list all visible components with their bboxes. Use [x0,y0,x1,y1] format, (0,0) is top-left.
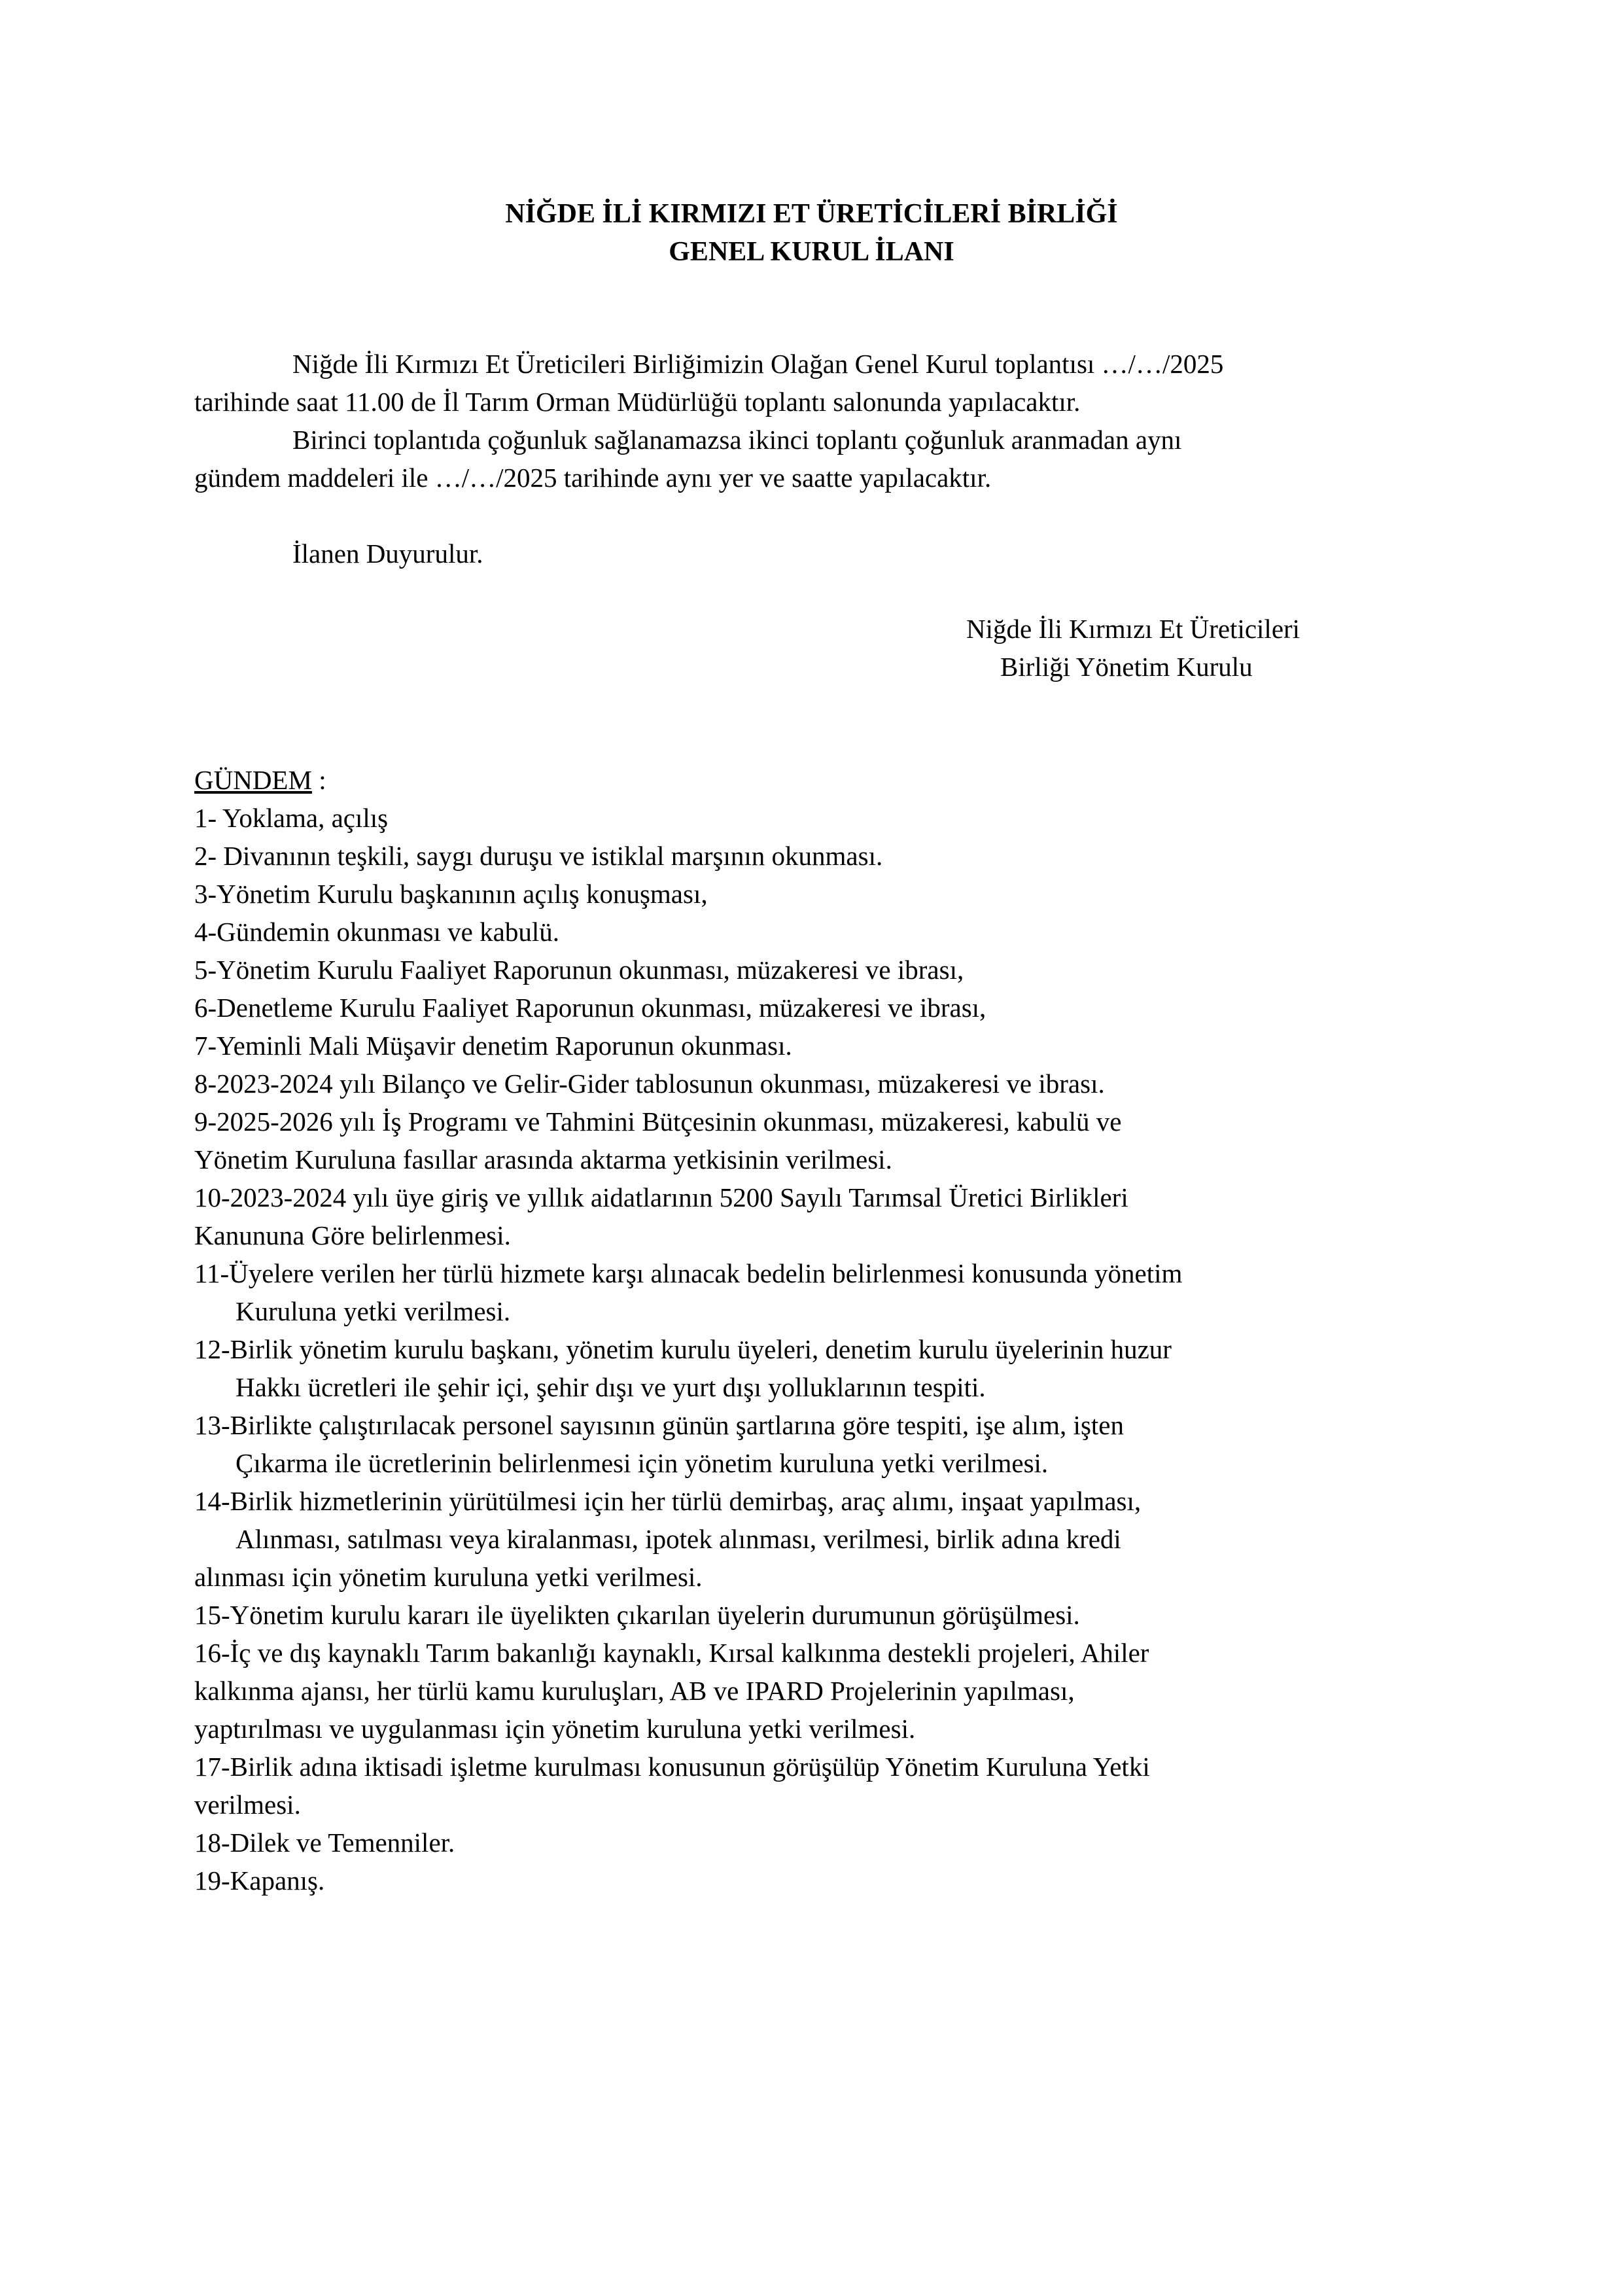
intro-paragraph-2-line-1: Birinci toplantıda çoğunluk sağlanamazsa ikinci toplantı çoğunluk aranmadan aynı [292,425,1182,455]
document-title: NİĞDE İLİ KIRMIZI ET ÜRETİCİLERİ BİRLİĞİ [505,199,1118,229]
agenda-item-2-line-1: 2- Divanının teşkili, saygı duruşu ve istiklal marşının okunması. [194,841,883,871]
agenda-list [194,761,1429,1899]
intro-paragraph-2-line-2: gündem maddeleri ile …/…/2025 tarihinde aynı yer ve saatte yapılacaktır. [194,463,992,493]
agenda-item-16-line-3: yaptırılması ve uygulanması için yönetim kuruluna yetki verilmesi. [194,1714,916,1744]
agenda-item-9 [194,1103,1429,1178]
agenda-item-18 [194,1824,1429,1862]
agenda-heading-label: GÜNDEM [194,765,312,795]
agenda-heading-colon: : [311,765,326,795]
agenda-item-6-line-1: 6-Denetleme Kurulu Faaliyet Raporunun okunması, müzakeresi ve ibrası, [194,993,986,1023]
agenda-item-14 [194,1482,1429,1596]
agenda-item-17-line-2: verilmesi. [194,1790,301,1820]
agenda-item-3 [194,875,1429,913]
agenda-item-12 [194,1330,1429,1406]
agenda-item-10 [194,1178,1429,1254]
agenda-item-3-line-1: 3-Yönetim Kurulu başkanının açılış konuşması, [194,879,708,909]
agenda-item-15-line-1: 15-Yönetim kurulu kararı ile üyelikten çıkarılan üyelerin durumunun görüşülmesi. [194,1600,1080,1630]
agenda-item-13-line-2: Çıkarma ile ücretlerinin belirlenmesi için yönetim kuruluna yetki verilmesi. [236,1448,1049,1478]
agenda-item-14-line-2: Alınması, satılması veya kiralanması, ipotek alınması, verilmesi, birlik adına kredi [236,1524,1121,1554]
signature-line-1: Niğde İli Kırmızı Et Üreticileri [966,614,1300,644]
agenda-item-15 [194,1596,1429,1634]
agenda-item-8-line-1: 8-2023-2024 yılı Bilanço ve Gelir-Gider tablosunun okunması, müzakeresi ve ibrası. [194,1069,1105,1099]
intro-paragraph-2 [194,421,1429,497]
agenda-item-5 [194,951,1429,989]
document-subtitle: GENEL KURUL İLANI [669,237,954,267]
signature-block [966,610,1300,686]
intro-paragraph-1-line-1: Niğde İli Kırmızı Et Üreticileri Birliğimizin Olağan Genel Kurul toplantısı …/…/2025 [292,349,1224,379]
agenda-item-14-line-3: alınması için yönetim kuruluna yetki verilmesi. [194,1562,703,1592]
agenda-item-16-line-1: 16-İç ve dış kaynaklı Tarım bakanlığı kaynaklı, Kırsal kalkınma destekli projeleri, Ahiler [194,1638,1149,1668]
agenda-item-17-line-1: 17-Birlik adına iktisadi işletme kurulması konusunun görüşülüp Yönetim Kuruluna Yetki [194,1752,1150,1782]
intro-paragraph-1 [194,345,1429,421]
agenda-item-16 [194,1634,1429,1748]
agenda-item-7-line-1: 7-Yeminli Mali Müşavir denetim Raporunun okunması. [194,1031,792,1061]
agenda-item-6 [194,989,1429,1027]
agenda-item-13 [194,1406,1429,1482]
agenda-item-11-line-2: Kuruluna yetki verilmesi. [236,1296,511,1326]
signature-line-2: Birliği Yönetim Kurulu [1000,652,1253,682]
agenda-item-16-line-2: kalkınma ajansı, her türlü kamu kuruluşları, AB ve IPARD Projelerinin yapılması, [194,1676,1075,1706]
agenda-item-14-line-1: 14-Birlik hizmetlerinin yürütülmesi için her türlü demirbaş, araç alımı, inşaat yapılması, [194,1486,1142,1516]
agenda-item-1-line-1: 1- Yoklama, açılış [194,803,389,833]
agenda-item-19-line-1: 19-Kapanış. [194,1865,325,1896]
agenda-item-11 [194,1254,1429,1330]
agenda-item-9-line-1: 9-2025-2026 yılı İş Programı ve Tahmini Bütçesinin okunması, müzakeresi, kabulü ve [194,1106,1122,1137]
agenda-item-4-line-1: 4-Gündemin okunması ve kabulü. [194,917,559,947]
agenda-item-1 [194,799,1429,837]
agenda-item-13-line-1: 13-Birlikte çalıştırılacak personel sayısının günün şartlarına göre tespiti, işe alım, işten [194,1410,1124,1440]
agenda-item-2 [194,837,1429,875]
agenda-item-8 [194,1065,1429,1103]
agenda-item-19 [194,1862,1429,1899]
agenda-item-9-line-2: Yönetim Kuruluna fasıllar arasında aktarma yetkisinin verilmesi. [194,1144,892,1174]
agenda-item-4 [194,913,1429,951]
agenda-item-11-line-1: 11-Üyelere verilen her türlü hizmete karşı alınacak bedelin belirlenmesi konusunda yönetim [194,1258,1183,1288]
agenda-item-12-line-2: Hakkı ücretleri ile şehir içi, şehir dışı ve yurt dışı yolluklarının tespiti. [236,1372,986,1402]
announcement-text: İlanen Duyurulur. [292,539,483,569]
agenda-item-12-line-1: 12-Birlik yönetim kurulu başkanı, yönetim kurulu üyeleri, denetim kurulu üyelerinin huzur [194,1334,1172,1364]
agenda-item-10-line-2: Kanununa Göre belirlenmesi. [194,1220,511,1250]
agenda-item-10-line-1: 10-2023-2024 yılı üye giriş ve yıllık aidatlarının 5200 Sayılı Tarımsal Üretici Birlikleri [194,1182,1128,1212]
agenda-item-7 [194,1027,1429,1065]
agenda-item-17 [194,1748,1429,1824]
agenda-heading [194,761,1429,799]
agenda-item-18-line-1: 18-Dilek ve Temenniler. [194,1828,455,1858]
agenda-item-5-line-1: 5-Yönetim Kurulu Faaliyet Raporunun okunması, müzakeresi ve ibrası, [194,955,964,985]
intro-paragraph-1-line-2: tarihinde saat 11.00 de İl Tarım Orman Müdürlüğü toplantı salonunda yapılacaktır. [194,387,1081,417]
